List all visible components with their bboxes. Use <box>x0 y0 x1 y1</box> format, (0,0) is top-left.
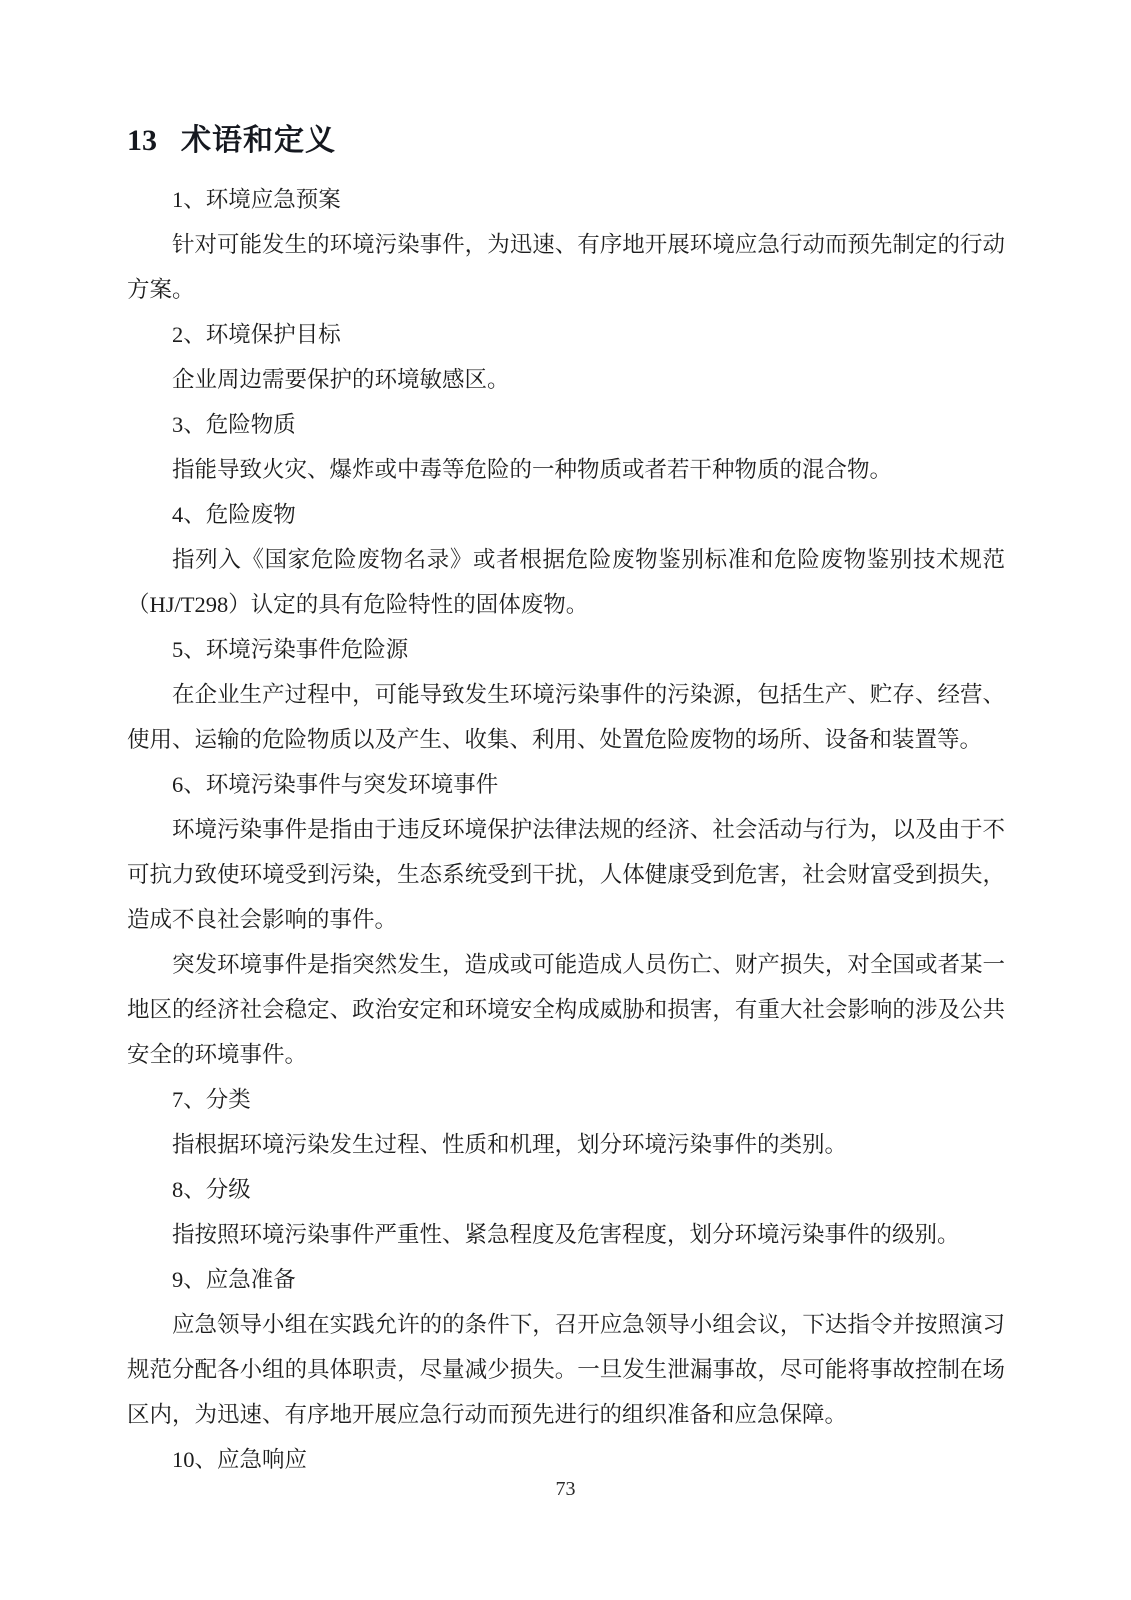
term-item: 4、危险废物 <box>172 502 296 527</box>
definition-paragraph: 在企业生产过程中，可能导致发生环境污染事件的污染源，包括生产、贮存、经营、使用、运输的危险物质以及产生、收集、利用、处置危险废物的场所、设备和装置等。 <box>127 682 1005 752</box>
page-number: 73 <box>555 1478 576 1500</box>
definition-paragraph: 指列入《国家危险废物名录》或者根据危险废物鉴别标准和危险废物鉴别技术规范（HJ/T298）认定的具有危险特性的固体废物。 <box>127 547 1005 617</box>
definition-paragraph: 针对可能发生的环境污染事件，为迅速、有序地开展环境应急行动而预先制定的行动方案。 <box>127 232 1005 302</box>
term-item: 8、分级 <box>172 1177 251 1202</box>
definition-paragraph: 突发环境事件是指突然发生，造成或可能造成人员伤亡、财产损失，对全国或者某一地区的经济社会稳定、政治安定和环境安全构成威胁和损害，有重大社会影响的涉及公共安全的环境事件。 <box>127 952 1005 1067</box>
term-item: 7、分类 <box>172 1087 251 1112</box>
term-item: 10、应急响应 <box>172 1447 308 1472</box>
section-number: 13 <box>127 124 157 157</box>
section-heading <box>127 121 1005 161</box>
definition-paragraph: 指按照环境污染事件严重性、紧急程度及危害程度，划分环境污染事件的级别。 <box>172 1222 960 1247</box>
term-item: 1、环境应急预案 <box>172 187 341 212</box>
term-item: 3、危险物质 <box>172 412 296 437</box>
definition-paragraph: 环境污染事件是指由于违反环境保护法律法规的经济、社会活动与行为，以及由于不可抗力致使环境受到污染，生态系统受到干扰，人体健康受到危害，社会财富受到损失，造成不良社会影响的事件。 <box>127 817 1005 932</box>
term-item: 2、环境保护目标 <box>172 322 341 347</box>
definition-paragraph: 指能导致火灾、爆炸或中毒等危险的一种物质或者若干种物质的混合物。 <box>172 457 893 482</box>
term-item: 6、环境污染事件与突发环境事件 <box>172 772 499 797</box>
definition-paragraph: 应急领导小组在实践允许的的条件下，召开应急领导小组会议，下达指令并按照演习规范分配各小组的具体职责，尽量减少损失。一旦发生泄漏事故，尽可能将事故控制在场区内，为迅速、有序地开展应急行动而预先进行的组织准备和应急保障。 <box>127 1312 1005 1427</box>
definition-paragraph: 指根据环境污染发生过程、性质和机理，划分环境污染事件的类别。 <box>172 1132 848 1157</box>
term-item: 9、应急准备 <box>172 1267 296 1292</box>
definition-paragraph: 企业周边需要保护的环境敏感区。 <box>172 367 510 392</box>
term-item: 5、环境污染事件危险源 <box>172 637 409 662</box>
document-body <box>127 177 1005 1482</box>
section-title: 术语和定义 <box>181 124 336 157</box>
